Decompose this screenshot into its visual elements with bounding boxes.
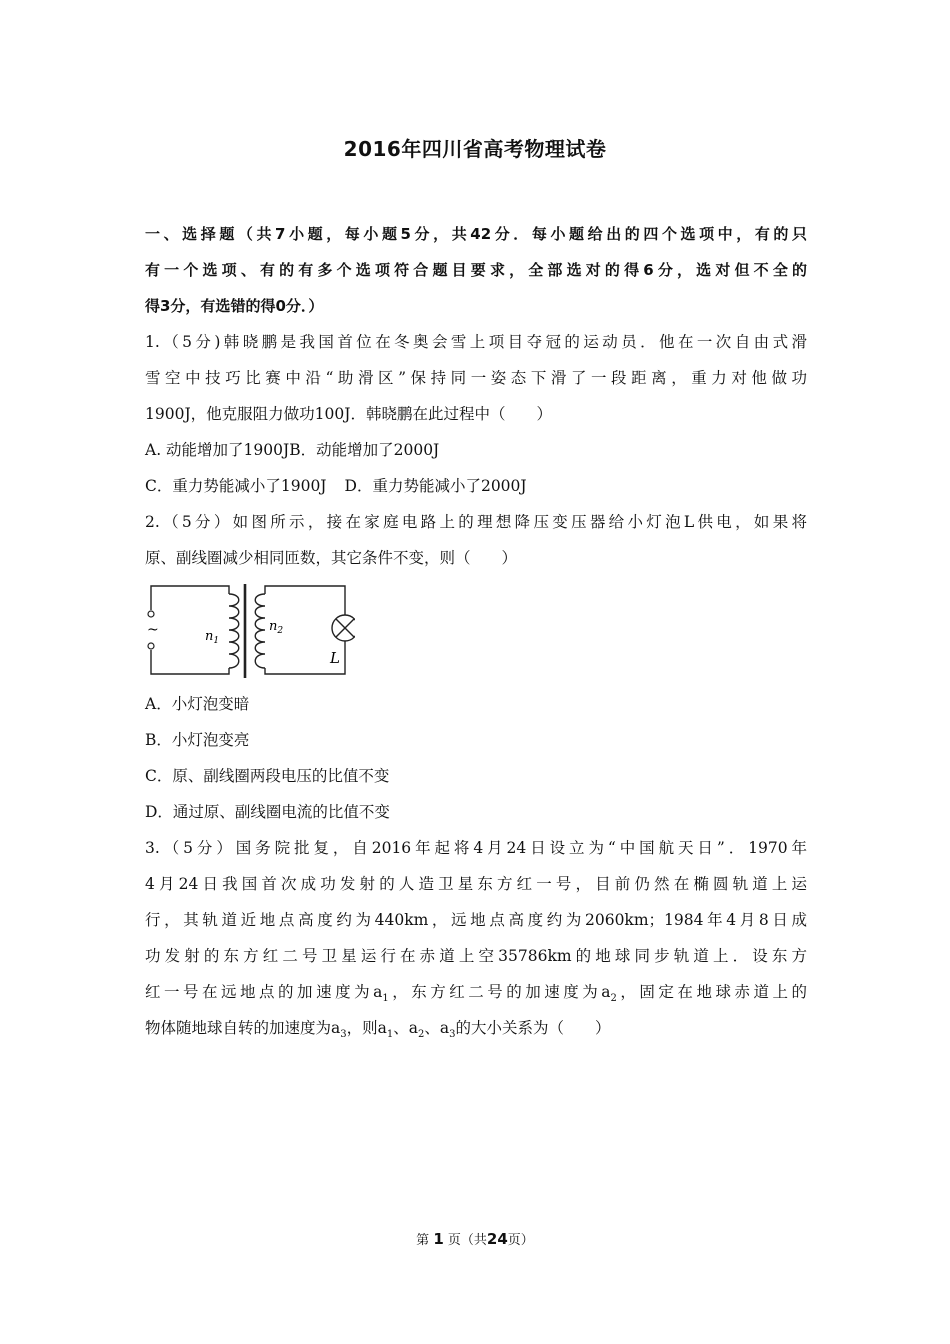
n1-label: $n_1$ (205, 629, 220, 646)
q3-stem-line-4: 功发射的东方红二号卫星运行在赤道上空35786km的地球同步轨道上．设东方 (145, 947, 807, 965)
ac-source-symbol: ~ (147, 622, 159, 638)
q1-option-a: A. 动能增加了1900J (145, 441, 290, 459)
n2-label: $n_2$ (269, 619, 284, 636)
primary-bottom-wire (151, 650, 229, 674)
q2-stem-line-1: 2.（5分）如图所示，接在家庭电路上的理想降压变压器给小灯泡L供电，如果将 (145, 513, 807, 531)
page-number: 1 (433, 1230, 444, 1248)
section-header-line-3: 得3分，有选错的得0分．） (145, 297, 324, 315)
q3-stem-line-5: 红一号在远地点的加速度为$a_1$，东方红二号的加速度为$a_2$，固定在地球赤道上的 (145, 983, 807, 1005)
page-footer: 第 1 页（共24页） (416, 1230, 534, 1248)
q3-stem-line-3: 行，其轨道近地点高度约为440km，远地点高度约为2060km；1984年4月8日成 (145, 911, 807, 929)
q2-stem-line-2: 原、副线圈减少相同匝数，其它条件不变，则（ ） (145, 549, 518, 567)
q1-options-row-2 (145, 468, 807, 504)
q3-stem-line-2: 4月24日我国首次成功发射的人造卫星东方红一号，目前仍然在椭圆轨道上运 (145, 875, 807, 893)
section-header-line-2: 有一个选项、有的有多个选项符合题目要求，全部选对的得6分，选对但不全的 (145, 261, 807, 279)
exam-content (145, 216, 807, 1046)
section-header-line-1: 一、选择题（共7小题，每小题5分，共42分．每小题给出的四个选项中，有的只 (145, 225, 807, 243)
q3-stem-line-6: 物体随地球自转的加速度为$a_3$，则$a_1$、$a_2$、$a_3$的大小关系为（ ） (145, 1019, 611, 1041)
page-title: 2016年四川省高考物理试卷 (343, 137, 607, 161)
lamp-label: L (330, 649, 340, 667)
lamp-circle (332, 615, 355, 641)
q2-option-c: C．原、副线圈两段电压的比值不变 (145, 767, 390, 785)
q1-option-c: C．重力势能减小了1900J (145, 477, 327, 495)
q2-option-d: D．通过原、副线圈电流的比值不变 (145, 803, 390, 821)
page-total: 24 (486, 1230, 508, 1248)
q1-option-b: B．动能增加了2000J (289, 441, 440, 459)
secondary-top-wire (265, 586, 345, 615)
primary-coil (229, 594, 239, 668)
primary-top-wire (151, 586, 229, 610)
transformer-circuit-diagram (145, 582, 355, 680)
q2-option-a: A．小灯泡变暗 (145, 695, 250, 713)
q2-option-b: B．小灯泡变亮 (145, 731, 250, 749)
secondary-coil (255, 594, 265, 668)
q1-options-row-1 (145, 432, 807, 468)
terminal-bottom (148, 643, 154, 649)
q1-option-d: D．重力势能减小了2000J (344, 477, 527, 495)
q3-stem-line-1: 3.（5分）国务院批复，自2016年起将4月24日设立为“中国航天日”．1970年 (145, 839, 807, 857)
q1-stem-line-1: 1.（5分)韩晓鹏是我国首位在冬奥会雪上项目夺冠的运动员．他在一次自由式滑 (145, 333, 807, 351)
q1-stem-line-2: 雪空中技巧比赛中沿“助滑区”保持同一姿态下滑了一段距离，重力对他做功 (145, 369, 807, 387)
terminal-top (148, 611, 154, 617)
transformer-circuit-figure (145, 576, 807, 686)
q1-stem-line-3: 1900J，他克服阻力做功100J．韩晓鹏在此过程中（ ） (145, 405, 552, 423)
